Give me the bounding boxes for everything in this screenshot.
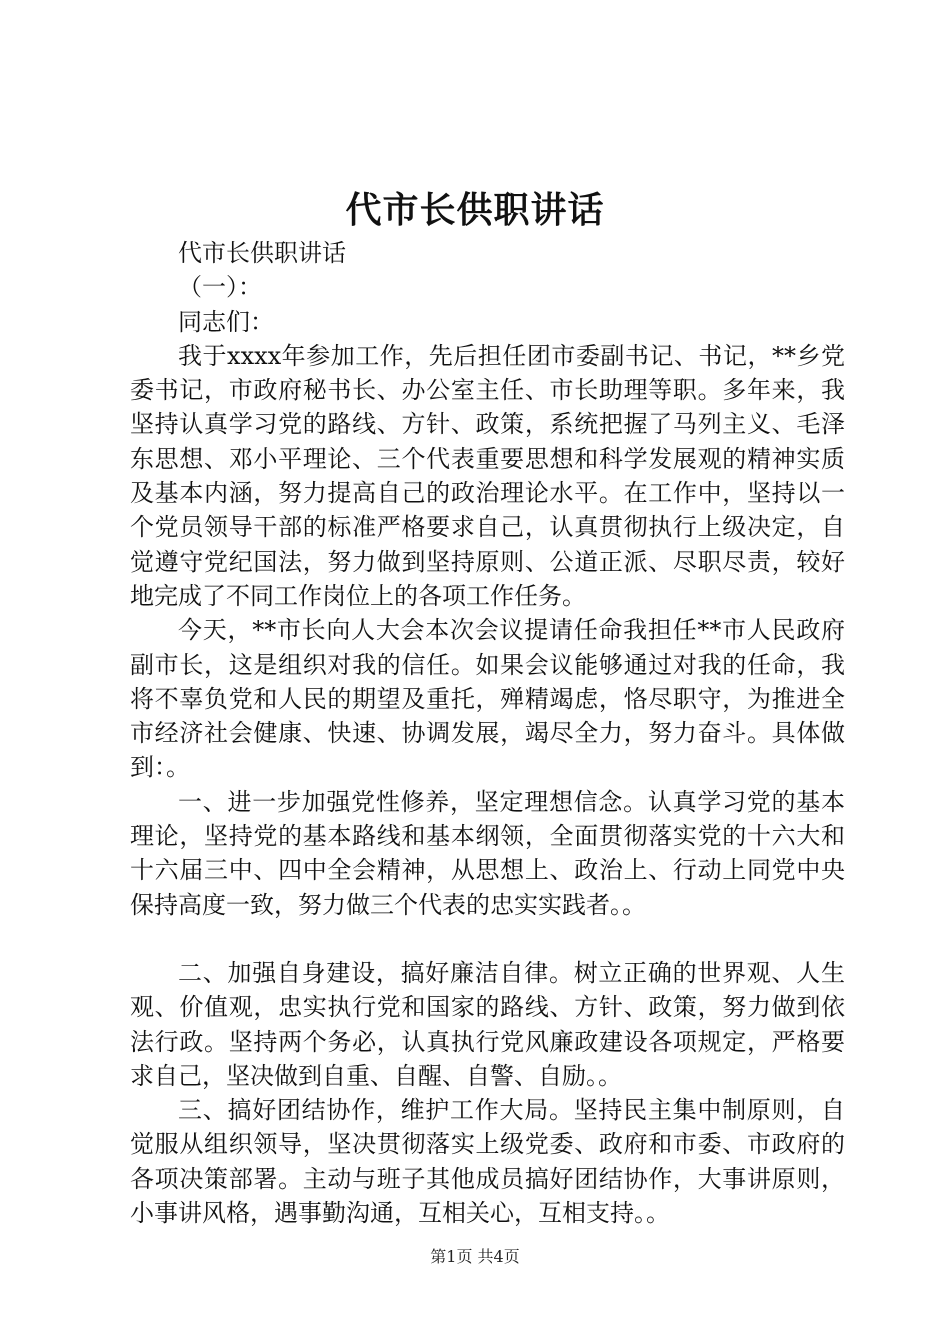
paragraph-point-one: 一、进一步加强党性修养，坚定理想信念。认真学习党的基本理论，坚持党的基本路线和基本纲领，全面贯彻落实党的十六大和十六届三中、四中全会精神，从思想上、政治上、行动上同党中央保持高度一致，努力做三个代表的忠实实践者。。 — [130, 787, 845, 919]
paragraph-subtitle: 代市长供职讲话 — [178, 239, 346, 267]
document-body — [130, 236, 845, 1230]
paragraph-nomination: 今天，**市长向人大会本次会议提请任命我担任**市人民政府副市长，这是组织对我的信任。如果会议能够通过对我的任命，我将不辜负党和人民的期望及重托，殚精竭虑，恪尽职守，为推进全市经济社会健康、快速、协调发展，竭尽全力，努力奋斗。具体做到：。 — [130, 616, 845, 782]
paragraph-point-two: 二、加强自身建设，搞好廉洁自律。树立正确的世界观、人生观、价值观，忠实执行党和国家的路线、方针、政策，努力做到依法行政。坚持两个务必，认真执行党风廉政建设各项规定，严格要求自己，坚决做到自重、自醒、自警、自励。。 — [130, 958, 845, 1090]
page-footer: 第1页 共4页 — [430, 1247, 520, 1266]
paragraph-salutation: 同志们： — [178, 307, 274, 336]
paragraph-section-marker: （一）： — [178, 273, 262, 302]
paragraph-point-three: 三、搞好团结协作，维护工作大局。坚持民主集中制原则，自觉服从组织领导，坚决贯彻落实上级党委、政府和市委、市政府的各项决策部署。主动与班子其他成员搞好团结协作，大事讲原则，小事讲风格，遇事勤沟通，互相关心，互相支持。。 — [130, 1096, 845, 1228]
document-title: 代市长供职讲话 — [345, 189, 605, 231]
paragraph-career: 我于xxxx年参加工作，先后担任团市委副书记、书记，**乡党委书记，市政府秘书长、办公室主任、市长助理等职。多年来，我坚持认真学习党的路线、方针、政策，系统把握了马列主义、毛泽东思想、邓小平理论、三个代表重要思想和科学发展观的精神实质及基本内涵，努力提高自己的政治理论水平。在工作中，坚持以一个党员领导干部的标准严格要求自己，认真贯彻执行上级决定，自觉遵守党纪国法，努力做到坚持原则、公道正派、尽职尽责，较好地完成了不同工作岗位上的各项工作任务。 — [130, 341, 845, 610]
